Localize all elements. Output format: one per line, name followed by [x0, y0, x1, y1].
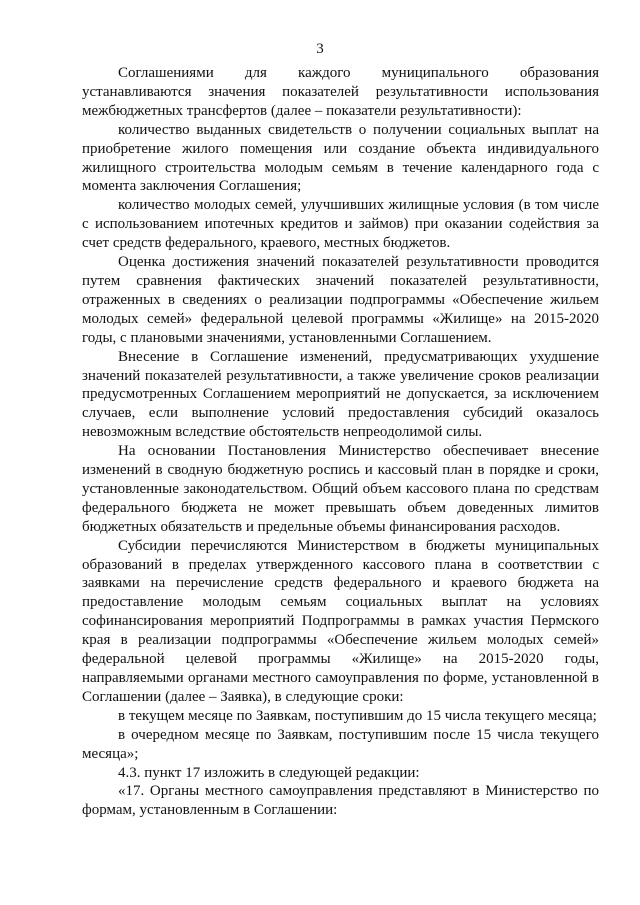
paragraph-subsidy-transfer: Субсидии перечисляются Министерством в бюджеты муниципальных образований в пределах утвержденного кассового плана в соответствии с заявками на перечисление средств федерального и краевого бюджета на предоставление молодым семьям социальных выплат на условиях софинансирования мероприятий Подпрограммы в рамках участия Пермского края в реализации подпрограммы «Обеспечение жильем молодых семей» федеральной целевой программы «Жилище» на 2015-2020 годы, направляемыми органами местного самоуправления по форме, установленной в Соглашении (далее – Заявка), в следующие сроки:: [82, 537, 599, 705]
paragraph-families-count: количество молодых семей, улучшивших жилищные условия (в том числе с использованием ипотечных кредитов и займов) при оказании содействия за счет средств федерального, краевого, местных бюджетов.: [82, 197, 599, 252]
page-number: 3: [316, 41, 324, 57]
document-body: [82, 64, 599, 820]
paragraph-point-17-heading: 4.3. пункт 17 изложить в следующей редакции:: [118, 764, 420, 781]
paragraph-agreements-indicators: Соглашениями для каждого муниципального образования устанавливаются значения показателей результативности использования межбюджетных трансфертов (далее – показатели результативности):: [82, 65, 599, 119]
paragraph-amendments: Внесение в Соглашение изменений, предусматривающих ухудшение значений показателей результативности, а также увеличение сроков реализации предусмотренных Соглашением мероприятий не допускается, за исключением случаев, если выполнение условий предоставления субсидий оказалось невозможным вследствие обстоятельств непреодолимой силы.: [82, 348, 599, 441]
paragraph-point-17-text: «17. Органы местного самоуправления представляют в Министерство по формам, установленным в Соглашении:: [82, 783, 599, 819]
paragraph-current-month: в текущем месяце по Заявкам, поступившим до 15 числа текущего месяца;: [118, 707, 597, 724]
paragraph-budget-changes: На основании Постановления Министерство обеспечивает внесение изменений в сводную бюджетную роспись и кассовый план в порядке и сроки, установленные законодательством. Общий объем кассового плана по средствам федерального бюджета не может превышать объем доведенных лимитов бюджетных обязательств и предельные объемы финансирования расходов.: [82, 443, 599, 535]
paragraph-evaluation: Оценка достижения значений показателей результативности проводится путем сравнения фактических значений показателей результативности, отраженных в сведениях о реализации подпрограммы «Обеспечение жильем молодых семей» федеральной целевой программы «Жилище» на 2015-2020 годы, с плановыми значениями, установленными Соглашением.: [82, 254, 599, 346]
paragraph-next-month: в очередном месяце по Заявкам, поступившим после 15 числа текущего месяца»;: [82, 726, 599, 762]
paragraph-certificates-count: количество выданных свидетельств о получении социальных выплат на приобретение жилого помещения или создание объекта индивидуального жилищного строительства молодым семьям в течение календарного года с момента заключения Соглашения;: [82, 121, 599, 195]
